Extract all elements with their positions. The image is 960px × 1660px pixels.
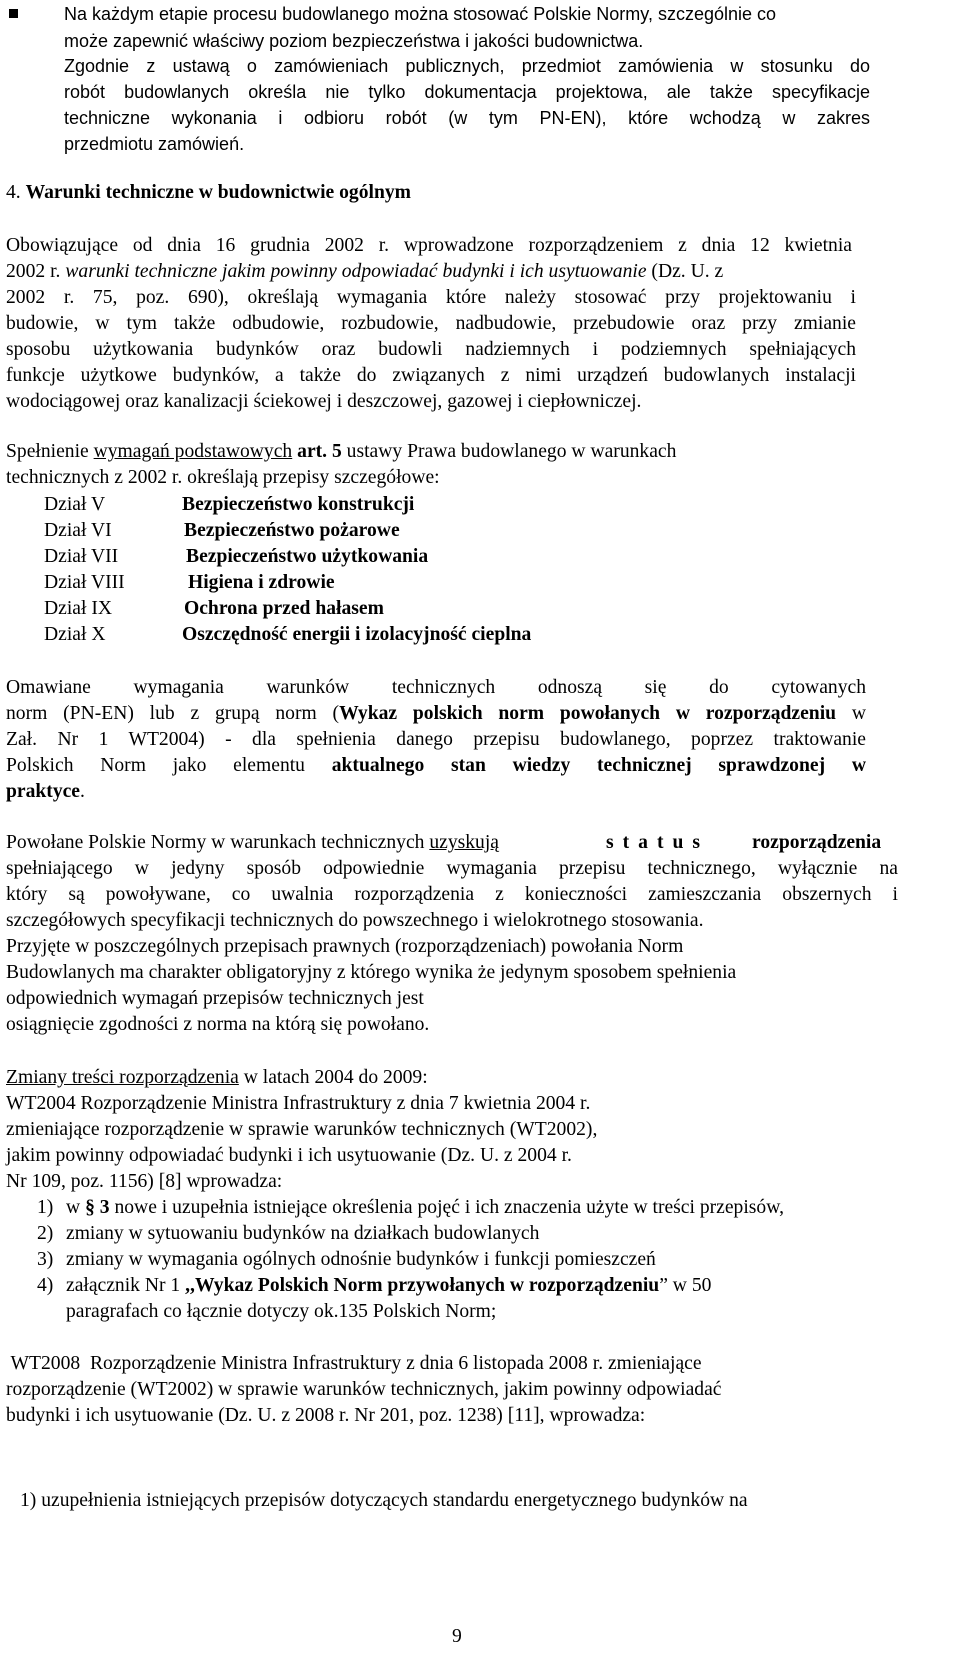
- list-text: [66, 1276, 711, 1296]
- text-run: (Dz. U. z: [646, 261, 724, 282]
- list-number: 3): [37, 1249, 54, 1270]
- p3-line-2: [6, 704, 866, 724]
- p1-line-5: sposobu użytkowania budynków oraz budowli nadziemnych i podziemnych spełniających: [6, 339, 856, 360]
- bold-text: Wykaz polskich norm powołanych w rozporządzeniu: [339, 703, 837, 724]
- bullet-line-1: [0, 5, 940, 25]
- text-run: w latach 2004 do 2009:: [238, 1067, 428, 1088]
- bold-text: rozporządzenia: [752, 832, 882, 853]
- text-run: .: [80, 781, 85, 802]
- p4-line-1: [6, 833, 898, 853]
- p3-line-5: [6, 782, 85, 802]
- bullet-line-6: przedmiotu zamówień.: [64, 134, 245, 154]
- p1-line-1: Obowiązujące od dnia 16 grudnia 2002 r. wprowadzone rozporządzeniem z dnia 12 kwietnia: [6, 235, 852, 256]
- section-number: 4.: [6, 182, 21, 203]
- p4-line-3: który są powoływane, co uwalnia rozporządzenia z konieczności zamieszczania obszernych i: [6, 884, 898, 905]
- list-item-continuation: paragrafach co łącznie dotyczy ok.135 Polskich Norm;: [66, 1301, 497, 1322]
- dzial-name: Bezpieczeństwo pożarowe: [184, 520, 400, 541]
- section-title: Warunki techniczne w budownictwie ogólnym: [25, 182, 411, 203]
- dzial-name: Ochrona przed hałasem: [184, 598, 384, 619]
- dzial-number: Dział VIII: [44, 572, 125, 593]
- p1-line-7: wodociągowej oraz kanalizacji ściekowej i deszczowej, gazowej i ciepłowniczej.: [6, 391, 642, 412]
- p7-line-1: 1) uzupełnienia istniejących przepisów dotyczących standardu energetycznego budynków na: [20, 1490, 748, 1511]
- dzial-name: Bezpieczeństwo konstrukcji: [182, 494, 415, 515]
- text-run: ” w 50: [659, 1275, 712, 1296]
- p6-line-3: budynki i ich usytuowanie (Dz. U. z 2008 r. Nr 201, poz. 1238) [11], wprowadza:: [6, 1405, 646, 1426]
- p2-line-1: [6, 442, 676, 462]
- text-run: nowe i uzupełnia istniejące określenia pojęć i ich znaczenia użyte w treści przepisów,: [109, 1197, 784, 1218]
- dzial-number: Dział VII: [44, 546, 119, 567]
- bold-text: art. 5: [297, 441, 342, 462]
- p3-line-1: Omawiane wymagania warunków technicznych odnoszą się do cytowanych: [6, 677, 866, 698]
- dzial-number: Dział VI: [44, 520, 112, 541]
- text-run: norm (PN-EN) lub z grupą norm (: [6, 703, 340, 724]
- bold-text: aktualnego stan wiedzy technicznej sprawdzonej w: [331, 755, 866, 776]
- text-run: załącznik Nr 1: [66, 1275, 186, 1296]
- section-heading: [6, 183, 411, 203]
- underlined-text: uzyskują: [429, 832, 499, 853]
- dzial-row: [0, 495, 900, 517]
- bold-text: praktyce: [6, 781, 81, 802]
- p1-line-4: budowie, w tym także odbudowie, rozbudowie, nadbudowie, przebudowie oraz przy zmianie: [6, 313, 856, 334]
- p4-line-2: spełniającego w jedyny sposób odpowiednie wymagania przepisu technicznego, wyłącznie na: [6, 858, 898, 879]
- spaced-bold-text: status: [606, 832, 709, 853]
- dzial-name: Higiena i zdrowie: [188, 572, 335, 593]
- p1-line-6: funkcje użytkowe budynków, a także do związanych z nimi urządzeń budowlanych instalacji: [6, 365, 856, 386]
- p5-line-4: jakim powinny odpowiadać budynki i ich usytuowanie (Dz. U. z 2004 r.: [6, 1145, 572, 1166]
- text-run: 2002 r.: [6, 261, 66, 282]
- bullet-line-2: może zapewnić właściwy poziom bezpieczeństwa i jakości budownictwa.: [64, 31, 644, 51]
- bullet-line-5: techniczne wykonania i odbioru robót (w tym PN-EN), które wchodzą w zakres: [64, 108, 870, 128]
- dzial-name: Oszczędność energii i izolacyjność cieplna: [182, 624, 532, 645]
- list-text: zmiany w wymagania ogólnych odnośnie budynków i funkcji pomieszczeń: [66, 1249, 656, 1270]
- p1-line-2: [6, 262, 723, 282]
- page-number: 9: [452, 1626, 462, 1647]
- text-run: Polskich Norm jako elementu: [6, 755, 332, 776]
- bullet-text: Na każdym etapie procesu budowlanego można stosować Polskie Normy, szczególnie co: [64, 4, 777, 24]
- dzial-number: Dział IX: [44, 598, 113, 619]
- text-run: ustawy Prawa budowlanego w warunkach: [341, 441, 677, 462]
- dzial-row: [0, 521, 900, 543]
- dzial-number: Dział V: [44, 494, 106, 515]
- p4-line-6: Budowlanych ma charakter obligatoryjny z którego wynika że jedynym sposobem spełnienia: [6, 962, 737, 983]
- p3-line-4: [6, 756, 866, 776]
- list-item: [0, 1250, 900, 1272]
- p3-line-3: Zał. Nr 1 WT2004) - dla spełnienia danego przepisu budowlanego, poprzez traktowanie: [6, 729, 866, 750]
- p1-line-3: 2002 r. 75, poz. 690), określają wymagania które należy stosować przy projektowaniu i: [6, 287, 856, 308]
- list-text: zmiany w sytuowaniu budynków na działkach budowlanych: [66, 1223, 540, 1244]
- p5-line-5: Nr 109, poz. 1156) [8] wprowadza:: [6, 1171, 283, 1192]
- dzial-number: Dział X: [44, 624, 106, 645]
- dzial-row: [0, 599, 900, 621]
- bold-text: § 3: [85, 1197, 110, 1218]
- list-number: 1): [37, 1197, 54, 1218]
- list-item: [0, 1198, 950, 1220]
- text-run: w: [66, 1197, 86, 1218]
- text-run: w: [836, 703, 866, 724]
- list-number: 4): [37, 1275, 54, 1296]
- p4-line-4: szczegółowych specyfikacji technicznych do powszechnego i wielokrotnego stosowania.: [6, 910, 704, 931]
- text-run: Powołane Polskie Normy w warunkach technicznych: [6, 832, 430, 853]
- list-item: [0, 1224, 900, 1246]
- p5-line-3: zmieniające rozporządzenie w sprawie warunków technicznych (WT2002),: [6, 1119, 598, 1140]
- bullet-line-4: robót budowlanych określa nie tylko dokumentacja projektowa, ale także specyfikacje: [64, 82, 870, 102]
- p6-line-1: WT2008 Rozporządzenie Ministra Infrastruktury z dnia 6 listopada 2008 r. zmieniające: [6, 1353, 702, 1374]
- underlined-text: Zmiany treści rozporządzenia: [6, 1067, 239, 1088]
- p4-line-7: odpowiednich wymagań przepisów technicznych jest: [6, 988, 424, 1009]
- underlined-text: wymagań podstawowych: [93, 441, 293, 462]
- text-run: Spełnienie: [6, 441, 94, 462]
- bullet-icon: [9, 9, 18, 18]
- p6-line-2: rozporządzenie (WT2002) w sprawie warunków technicznych, jakim powinny odpowiadać: [6, 1379, 722, 1400]
- p2-line-2: technicznych z 2002 r. określają przepisy szczegółowe:: [6, 467, 440, 488]
- list-item: [0, 1276, 900, 1298]
- p4-line-8: osiągnięcie zgodności z norma na którą się powołano.: [6, 1014, 430, 1035]
- bullet-line-3: Zgodnie z ustawą o zamówieniach publicznych, przedmiot zamówienia w stosunku do: [64, 56, 870, 76]
- dzial-name: Bezpieczeństwo użytkowania: [186, 546, 429, 567]
- p5-line-1: [6, 1068, 428, 1088]
- dzial-row: [0, 625, 900, 647]
- bold-text: ,,Wykaz Polskich Norm przywołanych w rozporządzeniu: [185, 1275, 660, 1296]
- dzial-row: [0, 573, 900, 595]
- list-number: 2): [37, 1223, 54, 1244]
- list-text: [66, 1198, 784, 1218]
- p5-line-2: WT2004 Rozporządzenie Ministra Infrastruktury z dnia 7 kwietnia 2004 r.: [6, 1093, 591, 1114]
- dzial-row: [0, 547, 900, 569]
- italic-title: warunki techniczne jakim powinny odpowiadać budynki i ich usytuowanie: [65, 261, 647, 282]
- p4-line-5: Przyjęte w poszczególnych przepisach prawnych (rozporządzeniach) powołania Norm: [6, 936, 684, 957]
